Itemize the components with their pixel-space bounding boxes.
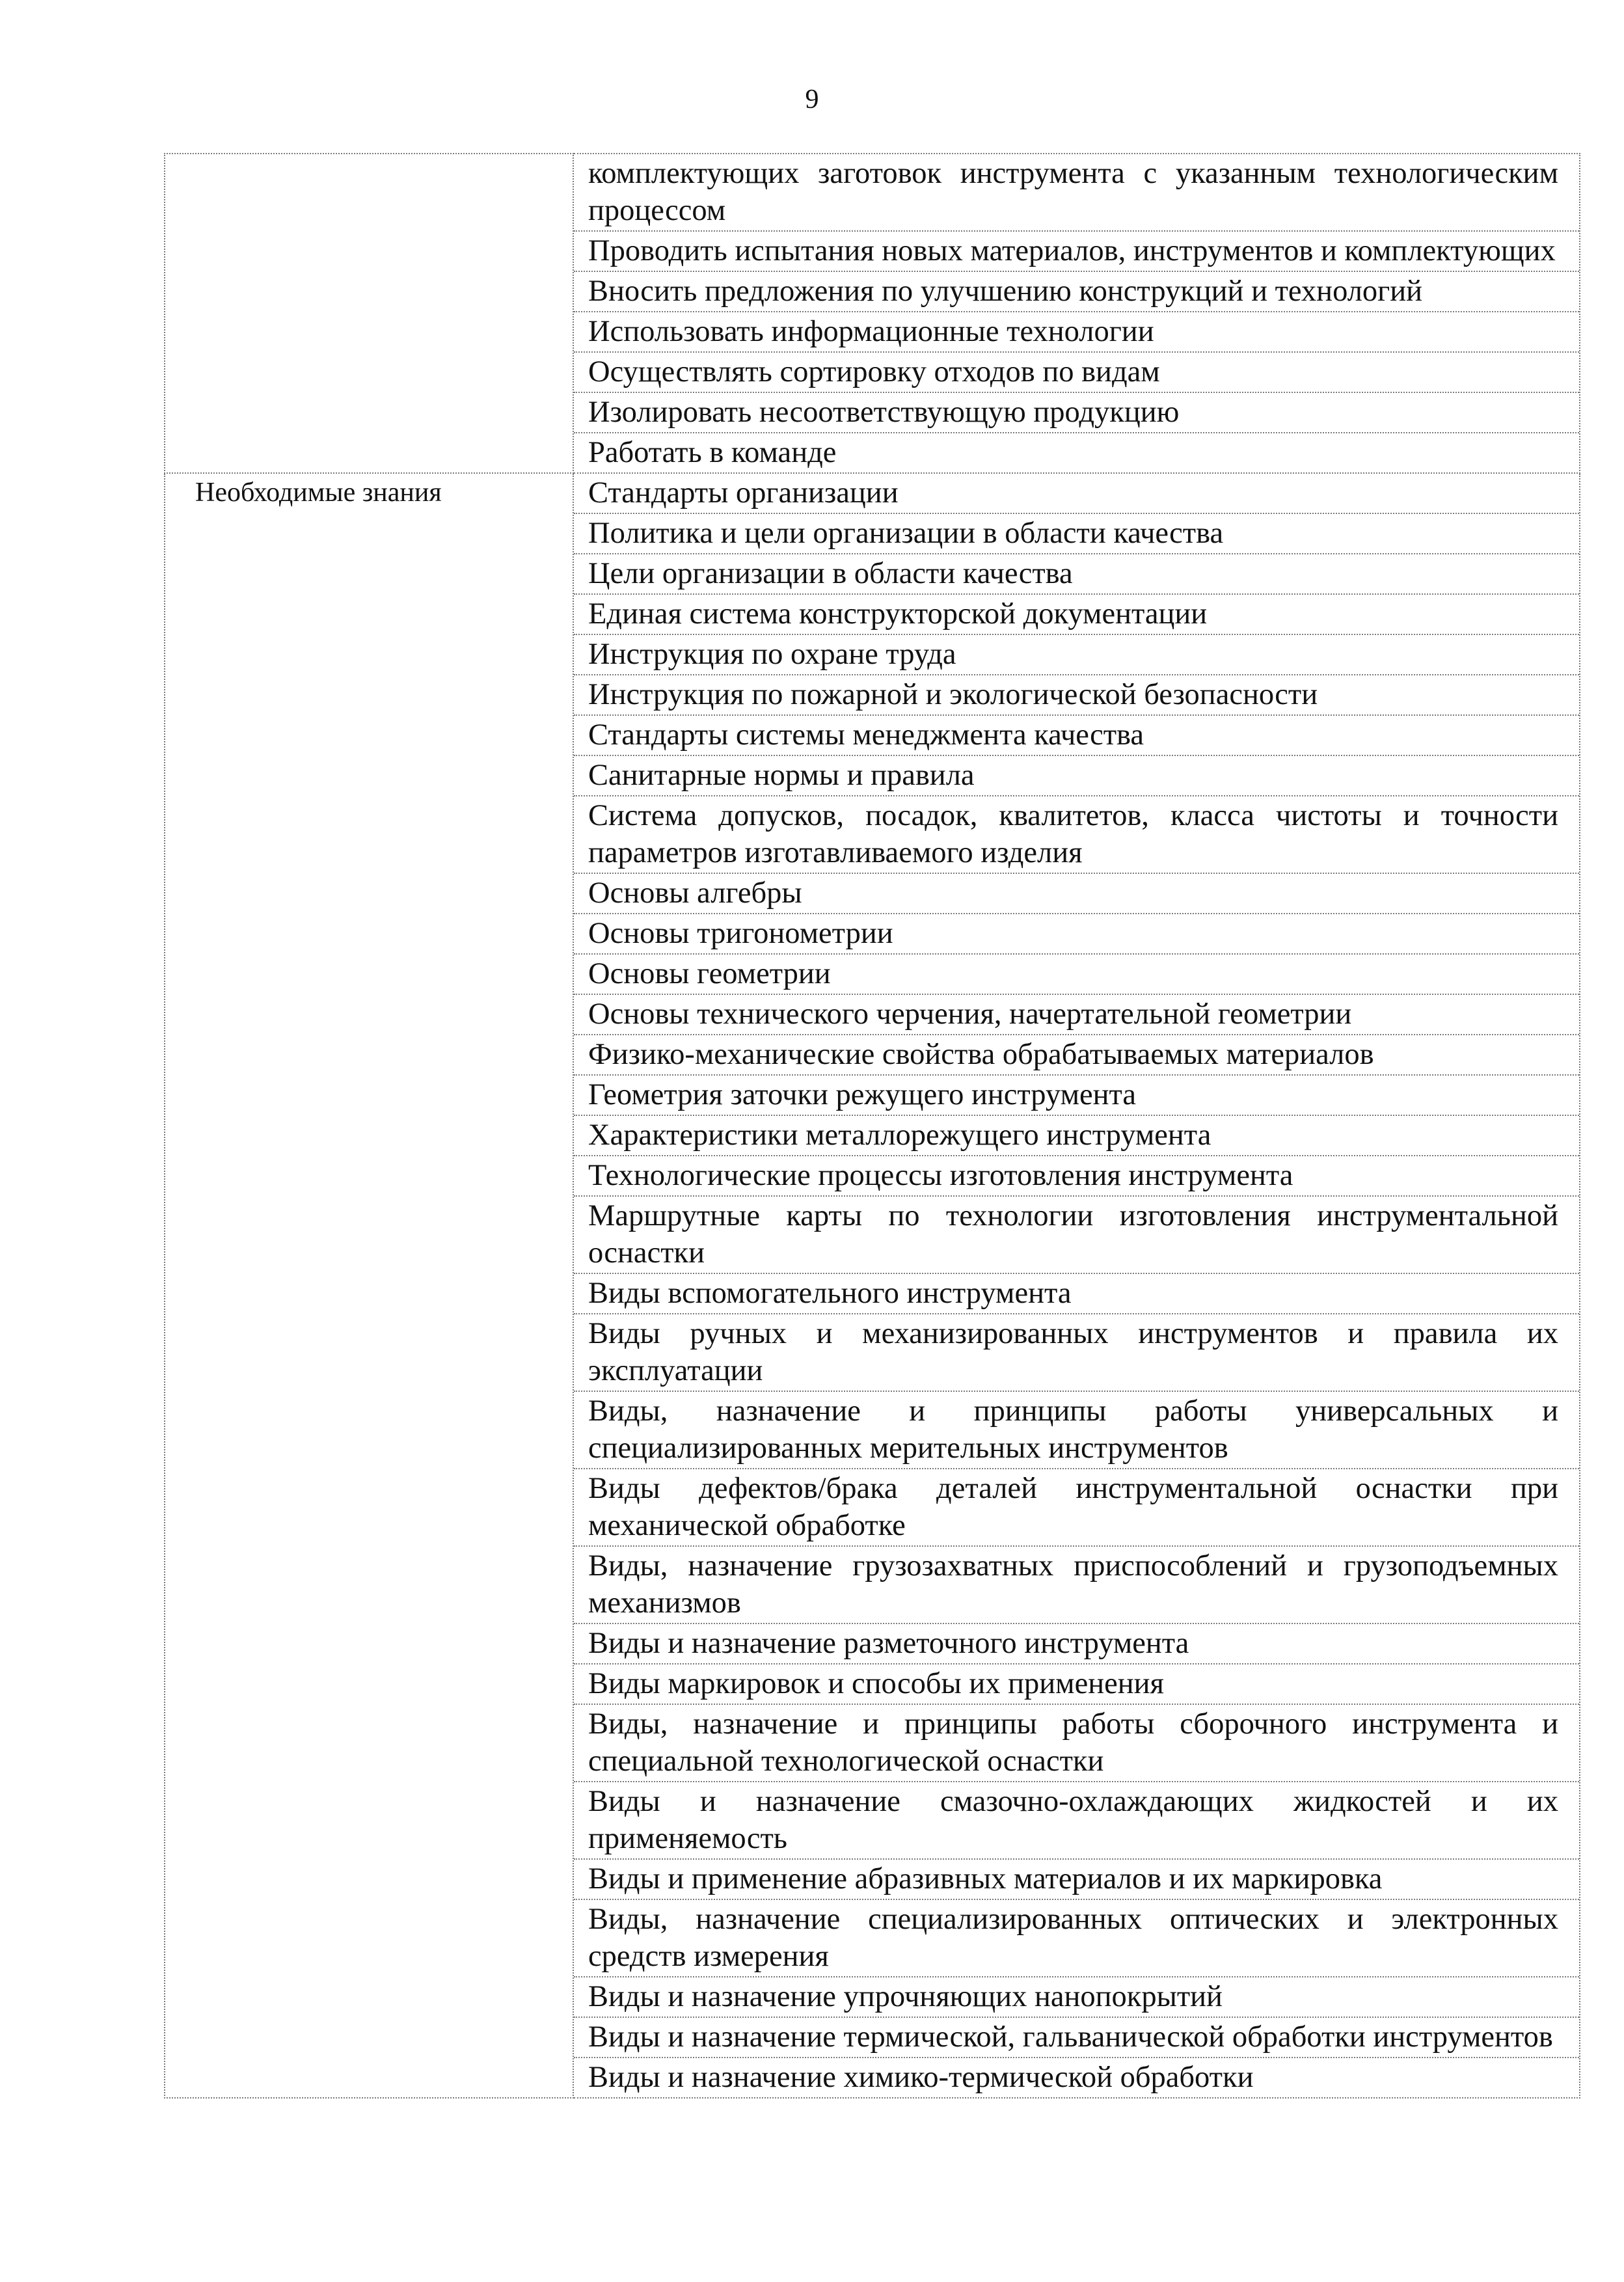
list-item: Единая система конструкторской документации <box>574 595 1579 635</box>
list-item: комплектующих заготовок инструмента с указанным технологическим процессом <box>574 154 1579 232</box>
list-item: Изолировать несоответствующую продукцию <box>574 393 1579 433</box>
list-item: Технологические процессы изготовления инструмента <box>574 1156 1579 1197</box>
list-item: Характеристики металлорежущего инструмента <box>574 1116 1579 1156</box>
list-item: Виды, назначение и принципы работы универсальных и специализированных мерительных инструментов <box>574 1392 1579 1469</box>
knowledge-list <box>574 474 1579 2097</box>
table-row <box>165 473 1580 2098</box>
list-item: Виды дефектов/брака деталей инструментальной оснастки при механической обработке <box>574 1469 1579 1547</box>
list-item: Санитарные нормы и правила <box>574 756 1579 796</box>
list-item: Основы тригонометрии <box>574 914 1579 955</box>
list-item: Виды и назначение термической, гальванической обработки инструментов <box>574 2018 1579 2058</box>
list-item: Виды, назначение и принципы работы сборочного инструмента и специальной технологической оснастки <box>574 1705 1579 1782</box>
row-label-cell <box>165 154 573 473</box>
row-label-required-knowledge: Необходимые знания <box>165 473 573 2098</box>
list-item: Виды и назначение смазочно-охлаждающих жидкостей и их применяемость <box>574 1782 1579 1860</box>
list-item: Политика и цели организации в области качества <box>574 514 1579 554</box>
list-item: Основы геометрии <box>574 955 1579 995</box>
list-item: Вносить предложения по улучшению конструкций и технологий <box>574 272 1579 312</box>
row-items-cell <box>573 473 1580 2098</box>
list-item: Стандарты системы менеджмента качества <box>574 716 1579 756</box>
list-item: Виды и назначение упрочняющих нанопокрытий <box>574 1977 1579 2018</box>
list-item: Виды и назначение химико-термической обработки <box>588 2061 1254 2094</box>
list-item: Виды, назначение грузозахватных приспособлений и грузоподъемных механизмов <box>574 1547 1579 1624</box>
skills-list <box>574 154 1579 472</box>
list-item: Виды вспомогательного инструмента <box>574 1274 1579 1314</box>
list-item: Инструкция по охране труда <box>574 635 1579 675</box>
list-item: Виды ручных и механизированных инструментов и правила их эксплуатации <box>574 1314 1579 1392</box>
list-item: Работать в команде <box>588 436 837 469</box>
list-item: Система допусков, посадок, квалитетов, класса чистоты и точности параметров изготавливаемого изделия <box>574 796 1579 874</box>
list-item: Маршрутные карты по технологии изготовления инструментальной оснастки <box>574 1197 1579 1274</box>
list-item: Основы алгебры <box>574 874 1579 914</box>
list-item: Геометрия заточки режущего инструмента <box>574 1076 1579 1116</box>
list-item: Использовать информационные технологии <box>574 312 1579 353</box>
list-item: Физико-механические свойства обрабатываемых материалов <box>574 1035 1579 1076</box>
list-item: Проводить испытания новых материалов, инструментов и комплектующих <box>574 232 1579 272</box>
row-items-cell <box>573 154 1580 473</box>
qualification-table <box>164 153 1580 2099</box>
list-item: Виды маркировок и способы их применения <box>574 1664 1579 1705</box>
list-item: Виды и назначение разметочного инструмента <box>574 1624 1579 1664</box>
list-item: Виды и применение абразивных материалов и их маркировка <box>574 1860 1579 1900</box>
list-item: Цели организации в области качества <box>574 554 1579 595</box>
list-item: Инструкция по пожарной и экологической безопасности <box>574 675 1579 716</box>
list-item: Осуществлять сортировку отходов по видам <box>574 353 1579 393</box>
page-number: 9 <box>805 85 819 115</box>
table-row <box>165 154 1580 473</box>
list-item: Основы технического черчения, начертательной геометрии <box>574 995 1579 1035</box>
list-item: Стандарты организации <box>574 474 1579 514</box>
list-item: Виды, назначение специализированных оптических и электронных средств измерения <box>574 1900 1579 1977</box>
